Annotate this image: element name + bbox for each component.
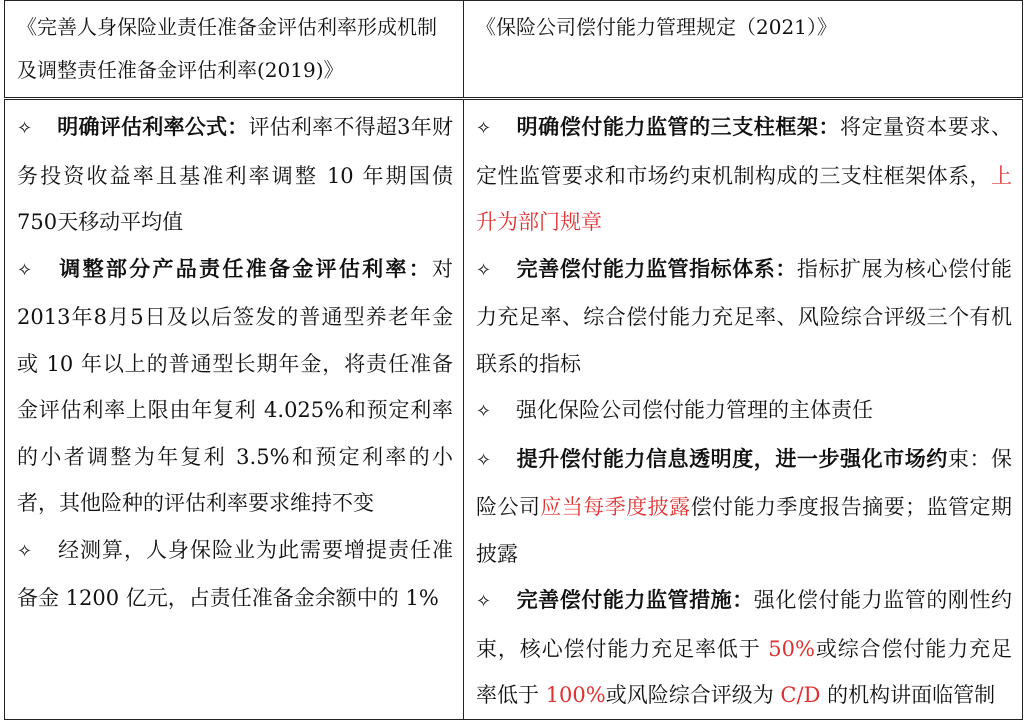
right-content-cell <box>464 99 1023 720</box>
left-content <box>5 100 463 622</box>
right-item-4-heading: 提升偿付能力信息透明度，进一步强化市场约 <box>516 445 948 471</box>
right-item-5-highlight-2: 100% <box>545 683 606 707</box>
right-item-1-text: 将定量资本要求、定性监管要求和市场约束机制构成的三支柱框架体系， <box>476 115 1013 188</box>
right-item-1-highlight: 上升为部门规章 <box>476 163 1012 234</box>
right-item-1 <box>476 104 1012 246</box>
header-left-title: 《完善人身保险业责任准备金评估利率形成机制及调整责任准备金评估利率(2019)》 <box>17 15 437 82</box>
right-item-5-heading: 完善偿付能力监管措施： <box>516 587 754 612</box>
right-item-5 <box>476 577 1012 719</box>
diamond-bullet-icon: ✧ <box>476 401 492 422</box>
right-item-3-text: 强化保险公司偿付能力管理的主体责任 <box>516 398 873 422</box>
diamond-bullet-icon: ✧ <box>476 259 492 281</box>
diamond-bullet-icon: ✧ <box>17 118 33 139</box>
diamond-bullet-icon: ✧ <box>476 591 492 612</box>
right-item-4-text: 束：保险公司 <box>476 446 1013 519</box>
right-item-2 <box>476 246 1012 388</box>
diamond-bullet-icon: ✧ <box>17 259 33 281</box>
right-item-5-text: 强化偿付能力监管的刚性约束，核心偿付能力充足率低于 <box>476 588 1013 661</box>
diamond-bullet-icon: ✧ <box>476 449 492 471</box>
right-item-5-highlight-3: C/D <box>780 683 821 707</box>
right-item-4-highlight: 应当每季度披露 <box>540 495 691 519</box>
right-item-5-highlight-1: 50% <box>768 636 815 661</box>
right-item-4 <box>476 436 1012 578</box>
right-item-1-heading: 明确偿付能力监管的三支柱框架： <box>516 114 841 139</box>
left-item-2-heading: 调整部分产品责任准备金评估利率： <box>57 255 432 281</box>
header-right-cell <box>464 1 1023 99</box>
diamond-bullet-icon: ✧ <box>17 540 33 562</box>
right-item-4-text-2: 偿付能力季度报告摘要；监管定期披露 <box>476 495 1013 566</box>
right-item-5-text-4: 的机构讲面临管制 <box>820 683 996 707</box>
left-item-1-heading: 明确评估利率公式： <box>57 114 249 139</box>
header-right-title: 《保险公司偿付能力管理规定（2021）》 <box>476 15 837 39</box>
left-item-1 <box>17 104 453 246</box>
left-item-3 <box>17 527 453 622</box>
right-item-2-text: 指标扩展为核心偿付能力充足率、综合偿付能力充足率、风险综合评级三个有机联系的指标 <box>476 256 1013 376</box>
left-item-2-text: 对2013年8月5日及以后签发的普通型养老年金或 10 年以上的普通型长期年金，将责任准备金评估利率上限由年复利 4.025%和预定利率的小者调整为年复利 3.5%和预定利率的小者，其他险种的评估利率要求维持不变 <box>17 256 453 515</box>
left-item-2 <box>17 246 453 527</box>
body-row <box>5 99 1023 720</box>
left-item-3-text: 经测算，人身保险业为此需要增提责任准备金 1200 亿元，占责任准备金余额中的 1% <box>17 537 453 610</box>
header-left-cell <box>5 1 464 99</box>
right-item-3 <box>476 387 1012 436</box>
right-content <box>464 100 1022 719</box>
left-item-1-text: 评估利率不得超3年财务投资收益率且基准利率调整 10 年期国债 750天移动平均值 <box>17 115 453 234</box>
right-item-5-text-3: 或风险综合评级为 <box>605 683 781 707</box>
comparison-table <box>4 0 1023 720</box>
right-item-2-heading: 完善偿付能力监管指标体系： <box>516 255 797 281</box>
diamond-bullet-icon: ✧ <box>476 118 492 139</box>
right-item-5-text-2: 或综合偿付能力充足率低于 <box>476 636 1012 707</box>
left-content-cell <box>5 99 464 720</box>
header-row <box>5 1 1023 99</box>
